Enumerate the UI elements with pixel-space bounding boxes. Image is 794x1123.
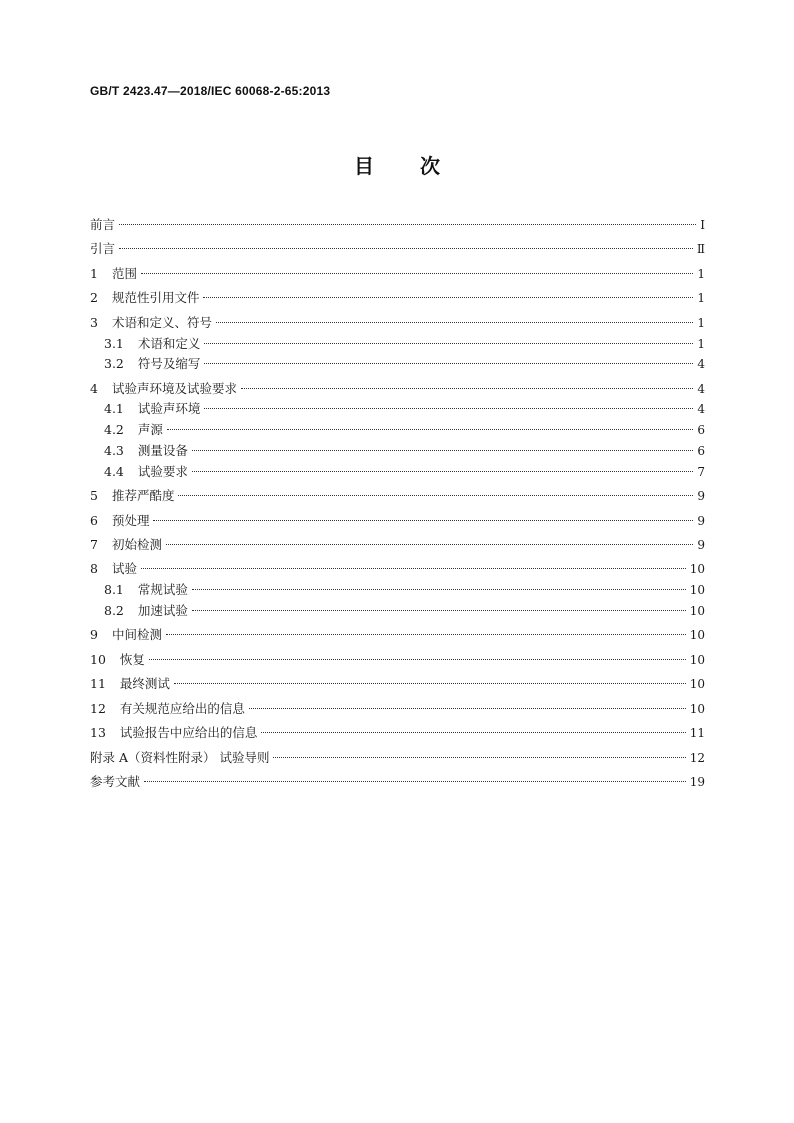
table-of-contents: [90, 215, 705, 793]
toc-entry-3[interactable]: [90, 313, 705, 334]
toc-entry-12[interactable]: [90, 699, 705, 720]
toc-entry-number: 3: [90, 314, 98, 330]
toc-entry-introduction[interactable]: [90, 239, 705, 260]
toc-entry-page: 10: [689, 603, 705, 618]
toc-leader-dots: [119, 224, 696, 225]
toc-entry-page: 6: [697, 423, 705, 438]
toc-entry-page: 10: [689, 628, 705, 643]
page-title: [0, 150, 794, 179]
toc-entry-label: 恢复: [119, 651, 145, 667]
toc-entry-page: 1: [697, 266, 705, 281]
toc-entry-number: 7: [90, 537, 98, 552]
toc-entry-page: 1: [697, 315, 705, 330]
toc-entry-label: 术语和定义、符号: [111, 314, 212, 330]
toc-entry-label: 试验要求: [137, 463, 188, 479]
toc-leader-dots: [178, 495, 693, 496]
toc-entry-label: 声源: [137, 422, 163, 438]
toc-entry-page: 10: [689, 562, 705, 577]
toc-entry-label: 参考文献: [90, 774, 141, 790]
toc-entry-4-4[interactable]: [90, 462, 705, 483]
toc-leader-dots: [273, 757, 685, 758]
toc-leader-dots: [192, 471, 693, 472]
toc-leader-dots: [192, 589, 686, 590]
toc-entry-3-2[interactable]: [90, 354, 705, 375]
toc-entry-number: 1: [90, 265, 98, 281]
toc-entry-label: 试验声环境: [137, 401, 201, 417]
toc-entry-number: 11: [90, 676, 106, 692]
toc-leader-dots: [241, 388, 693, 389]
toc-leader-dots: [216, 322, 693, 323]
toc-leader-dots: [261, 732, 685, 733]
toc-entry-label: 预处理: [111, 512, 150, 528]
toc-entry-number: 5: [90, 488, 98, 504]
toc-entry-label: 术语和定义: [137, 335, 201, 351]
toc-entry-number: 8.2: [104, 602, 124, 618]
toc-entry-7[interactable]: [90, 535, 705, 556]
toc-entry-2[interactable]: [90, 288, 705, 309]
toc-entry-page: Ⅰ: [700, 218, 705, 232]
toc-leader-dots: [153, 520, 693, 521]
toc-entry-8-2[interactable]: [90, 601, 705, 622]
toc-leader-dots: [204, 343, 693, 344]
toc-entry-page: 4: [697, 402, 705, 417]
toc-entry-page: 12: [689, 750, 705, 765]
toc-entry-label: 常规试验: [137, 582, 188, 598]
toc-entry-page: 10: [689, 701, 705, 716]
toc-entry-page: 10: [689, 583, 705, 598]
standard-code-header: GB/T 2423.47—2018/IEC 60068-2-65:2013: [90, 84, 331, 98]
toc-entry-number: 4.2: [104, 422, 124, 438]
toc-entry-number: 4: [90, 380, 98, 396]
toc-entry-number: 3.2: [104, 356, 124, 372]
toc-entry-8-1[interactable]: [90, 580, 705, 601]
toc-leader-dots: [203, 297, 693, 298]
toc-entry-11[interactable]: [90, 674, 705, 695]
toc-entry-3-1[interactable]: [90, 334, 705, 355]
toc-leader-dots: [141, 273, 693, 274]
toc-entry-label: 试验: [111, 561, 137, 577]
toc-entry-page: Ⅱ: [696, 242, 705, 257]
toc-entry-label: 最终测试: [119, 676, 170, 692]
toc-entry-page: 9: [697, 489, 705, 504]
toc-leader-dots: [167, 429, 693, 430]
toc-entry-page: 4: [697, 381, 705, 396]
toc-entry-label: 推荐严酷度: [111, 488, 175, 504]
title-char-2: 次: [420, 154, 440, 178]
toc-leader-dots: [204, 408, 693, 409]
toc-entry-page: 9: [697, 538, 705, 552]
toc-entry-preface[interactable]: [90, 215, 705, 236]
toc-entry-6[interactable]: [90, 511, 705, 532]
toc-entry-label: 有关规范应给出的信息: [119, 700, 245, 716]
toc-entry-4[interactable]: [90, 379, 705, 400]
toc-entry-label: 中间检测: [111, 627, 162, 643]
toc-entry-10[interactable]: [90, 650, 705, 671]
toc-leader-dots: [141, 568, 686, 569]
toc-entry-number: 4.4: [104, 463, 124, 479]
toc-leader-dots: [174, 683, 686, 684]
toc-entry-page: 10: [689, 677, 705, 692]
toc-entry-label: 初始检测: [111, 537, 162, 552]
toc-entry-page: 9: [697, 513, 705, 528]
toc-leader-dots: [192, 610, 686, 611]
toc-entry-label: 试验声环境及试验要求: [111, 380, 237, 396]
toc-entry-8[interactable]: [90, 559, 705, 580]
toc-entry-label: 符号及缩写: [137, 356, 201, 372]
toc-entry-label: 引言: [90, 241, 116, 257]
toc-entry-label: 范围: [111, 265, 137, 281]
toc-leader-dots: [119, 248, 693, 249]
toc-leader-dots: [144, 781, 686, 782]
toc-entry-bibliography[interactable]: [90, 772, 705, 793]
toc-entry-13[interactable]: [90, 723, 705, 744]
toc-entry-5[interactable]: [90, 486, 705, 507]
toc-entry-number: 4.3: [104, 442, 124, 458]
toc-entry-4-1[interactable]: [90, 399, 705, 420]
toc-entry-page: 11: [689, 726, 705, 741]
toc-entry-page: 19: [689, 775, 705, 790]
toc-entry-9[interactable]: [90, 625, 705, 646]
toc-entry-number: 10: [90, 651, 106, 667]
title-char-1: 目: [354, 154, 374, 178]
toc-entry-label: 规范性引用文件: [111, 290, 200, 306]
toc-entry-number: 12: [90, 700, 106, 716]
toc-entry-4-2[interactable]: [90, 420, 705, 441]
toc-entry-annex-a[interactable]: [90, 748, 705, 769]
toc-entry-number: 8.1: [104, 582, 124, 598]
toc-entry-number: 4.1: [104, 401, 124, 417]
toc-entry-page: 1: [697, 291, 705, 306]
toc-entry-number: 2: [90, 290, 98, 306]
toc-entry-page: 10: [689, 652, 705, 667]
toc-entry-page: 4: [697, 357, 705, 372]
toc-entry-number: 13: [90, 725, 106, 741]
toc-entry-number: 3.1: [104, 335, 124, 351]
toc-entry-number: 8: [90, 561, 98, 577]
toc-entry-label: 测量设备: [137, 442, 188, 458]
toc-leader-dots: [166, 544, 693, 545]
toc-entry-page: 7: [697, 464, 705, 479]
toc-entry-label: 附录 A（资料性附录） 试验导则: [90, 749, 270, 765]
toc-entry-label: 前言: [90, 217, 116, 232]
toc-entry-page: 6: [697, 443, 705, 458]
toc-leader-dots: [249, 708, 686, 709]
toc-entry-page: 1: [697, 336, 705, 351]
toc-leader-dots: [204, 363, 693, 364]
toc-entry-label: 加速试验: [137, 602, 188, 618]
toc-entry-number: 9: [90, 627, 98, 643]
toc-leader-dots: [192, 450, 693, 451]
toc-entry-4-3[interactable]: [90, 441, 705, 462]
toc-entry-label: 试验报告中应给出的信息: [119, 725, 258, 741]
toc-entry-1[interactable]: [90, 264, 705, 285]
toc-entry-number: 6: [90, 512, 98, 528]
toc-leader-dots: [166, 634, 686, 635]
toc-leader-dots: [149, 659, 686, 660]
